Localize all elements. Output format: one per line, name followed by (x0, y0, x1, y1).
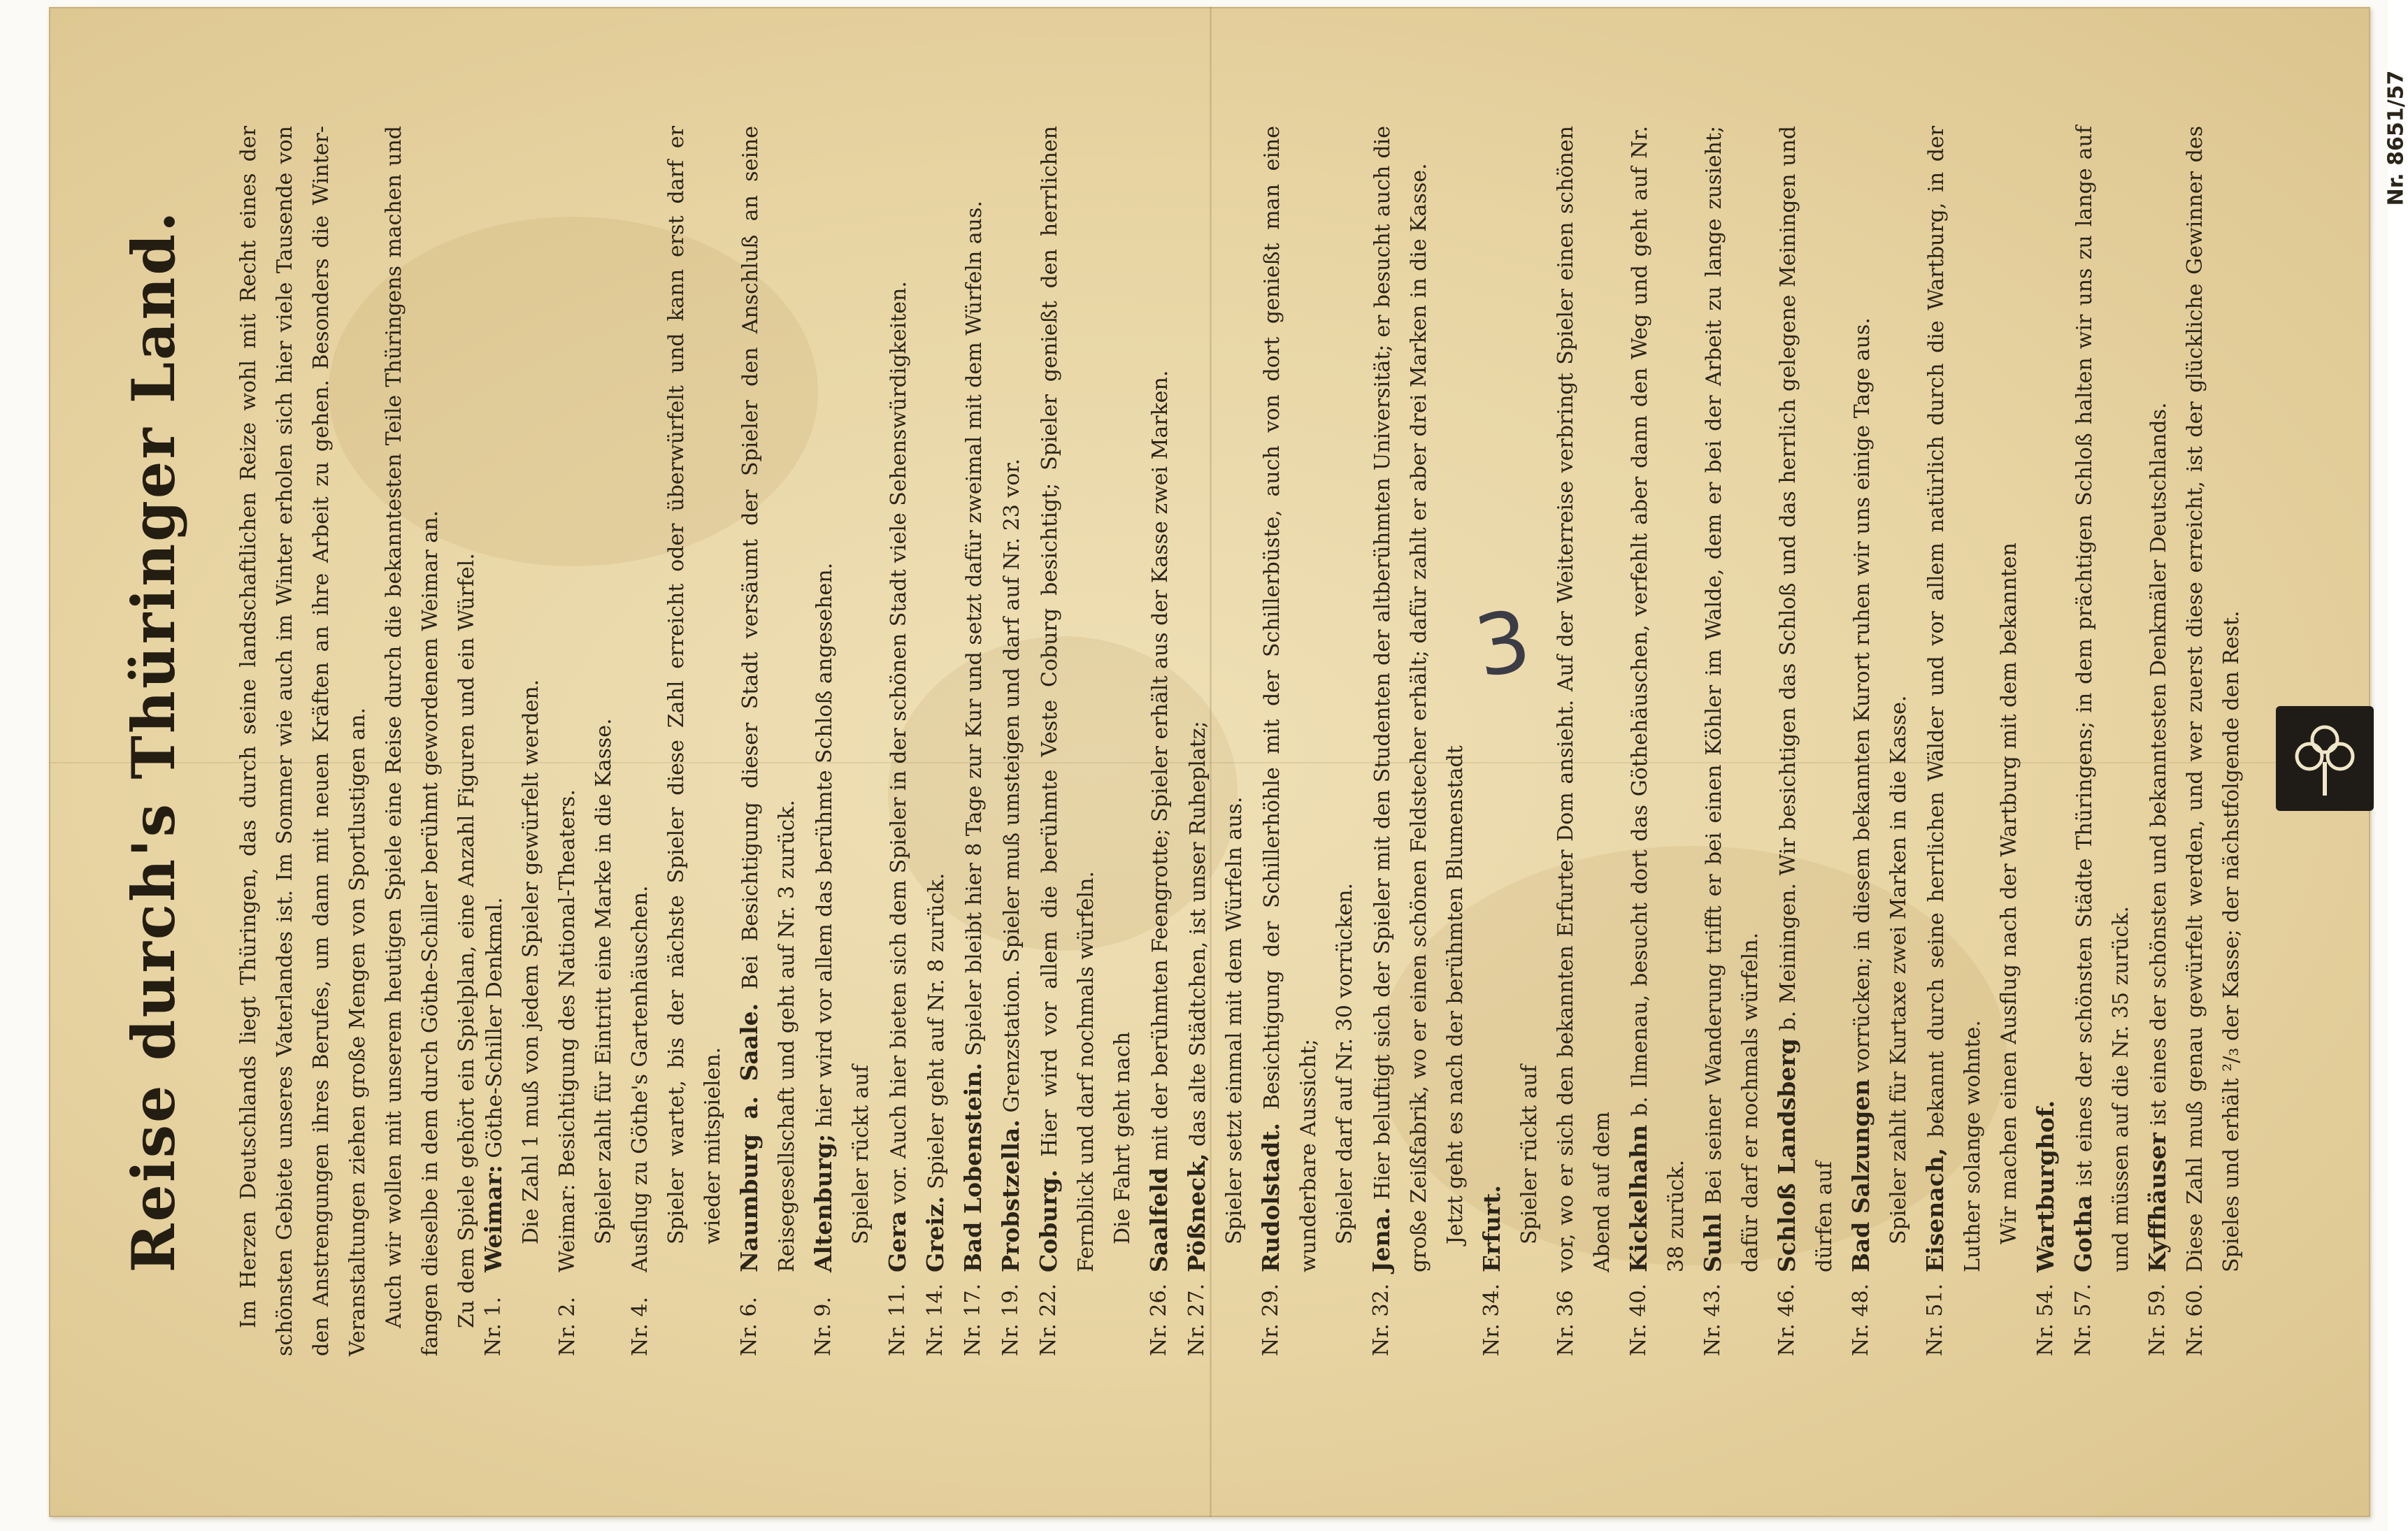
rule-place: Suhl (1699, 1213, 1726, 1272)
rule-text: vor. Auch hier bieten sich dem Spieler in der schönen Stadt viele Sehenswürdigkeiten. (887, 281, 911, 1205)
rule-entry (917, 126, 955, 1356)
rule-entry (550, 126, 622, 1356)
rule-entry (2065, 126, 2140, 1356)
rule-entry (2177, 126, 2250, 1356)
rule-number: Nr. 9. (811, 1297, 836, 1356)
intro-paragraph: Auch wir wollen mit unserem heutigen Spiele eine Reise durch die bekanntesten Teile Thüringens machen und fangen dieselbe in dem durch Göthe-Schiller berühmt gewordenem Weimar an. (382, 126, 443, 1356)
rule-entry (1548, 126, 1621, 1356)
rule-subtext: Die Zahl 1 muß von jedem Spieler gewürfelt werden. (519, 679, 543, 1244)
rule-number: Nr. 29. (1259, 1283, 1283, 1356)
rule-number: Nr. 14. (923, 1283, 947, 1356)
rule-number: Nr. 32. (1369, 1283, 1393, 1356)
rule-subtext: Spieler zahlt für Kurtaxe zwei Marken in die Kasse. (1886, 695, 1911, 1244)
rule-place: Gera (884, 1211, 911, 1272)
rule-entry (1843, 126, 1917, 1356)
rule-entry (993, 126, 1031, 1356)
rule-entry (1363, 126, 1474, 1356)
rule-text: Hier wird vor allem die berühmte Veste Coburg besichtigt; Spieler genießt den herrlichen Fernblick und darf nochmals würfeln. (1038, 126, 1098, 1272)
rule-number: Nr. 1. (481, 1297, 506, 1356)
rule-number: Nr. 27. (1184, 1283, 1209, 1356)
rule-number: Nr. 2. (555, 1297, 580, 1356)
rule-entry (1031, 126, 1141, 1356)
rule-entry (622, 126, 731, 1356)
rule-text: mit der berühmten Feengrotte; Spieler erhält aus der Kasse zwei Marken. (1148, 370, 1173, 1161)
rule-text: Besichtigung der Schillerhöhle mit der Schillerbüste, auch von dort genießt man eine wunderbare Aussicht; (1260, 126, 1321, 1272)
rule-place: Kyffhäuser (2144, 1133, 2171, 1272)
rule-entry (731, 126, 805, 1356)
rule-text: b. Meiningen. Wir besichtigen das Schloß und das herrlich gelegene Meiningen und dürfen auf (1776, 126, 1837, 1272)
rule-text: das alte Städtchen, ist unser Ruheplatz; (1186, 721, 1210, 1147)
rule-subtext: Spieler rückt auf (849, 1065, 873, 1244)
rule-text: Bei seiner Wanderung trifft er bei einen Köhler im Walde, dem er bei der Arbeit zu lange zusieht; dafür darf er nochmals würfeln. (1702, 126, 1763, 1272)
rule-entry (2140, 126, 2177, 1356)
catalog-number: Nr. 8651/57 (2384, 70, 2408, 206)
rule-subtext: Spieler wartet, bis der nächste Spieler diese Zahl erreicht oder überwürfelt und kann erst darf er wieder mitspielen. (664, 126, 725, 1244)
rule-place: Pößneck, (1183, 1153, 1210, 1272)
rule-place: Jena. (1368, 1207, 1395, 1272)
rule-text: Grenzstation. Spieler muß umsteigen und darf auf Nr. 23 vor. (1000, 459, 1024, 1113)
rule-place: Saalfeld (1145, 1167, 1173, 1272)
rule-number: Nr. 43. (1700, 1283, 1725, 1356)
rule-entry (1621, 126, 1695, 1356)
rule-entry (1917, 126, 2028, 1356)
rule-place: Wartburghof. (2032, 1100, 2059, 1272)
rule-number: Nr. 17. (961, 1283, 985, 1356)
rule-text: Ausflug zu Göthe's Gartenhäuschen. (628, 885, 652, 1272)
rule-place: Gotha (2070, 1195, 2097, 1272)
document-content (70, 84, 2265, 1398)
handwritten-mark: 3 (1468, 591, 1538, 697)
rule-subtext: Wir machen einen Ausflug nach der Wartburg mit dem bekannten (1997, 542, 2021, 1244)
rule-subtext: Spieler setzt einmal mit dem Würfeln aus. (1222, 796, 1247, 1244)
clover-icon (2283, 713, 2367, 804)
rule-entry (955, 126, 993, 1356)
rule-text: ist eines der schönsten und bekanntesten Denkmäler Deutschlands. (2147, 402, 2171, 1126)
rule-text: vor, wo er sich den bekannten Erfurter Dom ansieht. Auf der Weiterreise verbringt Spieler einen schönen Abend auf dem (1554, 126, 1614, 1272)
rule-number: Nr. 54. (2033, 1283, 2058, 1356)
rule-text: Weimar: Besichtigung des National-Theaters. (555, 789, 580, 1272)
rule-text: bekannt durch seine herrlichen Wälder und vor allem natürlich durch die Wartburg, in der Luther solange wohnte. (1924, 126, 1985, 1272)
rule-place: Weimar: (480, 1165, 507, 1272)
rule-place: Naumburg a. Saale. (736, 1002, 763, 1272)
rule-number: Nr. 48. (1849, 1283, 1873, 1356)
rule-entry (805, 126, 880, 1356)
rule-text: ist eines der schönsten Städte Thüringens; in dem prächtigen Schloß halten wir uns zu lange auf und müssen auf die Nr. 35 zurück. (2072, 126, 2133, 1272)
rule-text: Göthe-Schiller Denkmal. (482, 897, 507, 1158)
rule-subtext: Die Fahrt geht nach (1110, 1031, 1135, 1244)
rule-entry (1253, 126, 1363, 1356)
rule-entry (1474, 126, 1548, 1356)
rule-entry (2028, 126, 2065, 1356)
rule-number: Nr. 59. (2145, 1283, 2170, 1356)
rule-number: Nr. 4. (628, 1297, 652, 1356)
rule-text: hier wird vor allem das berühmte Schloß angesehen. (812, 562, 837, 1128)
rule-number: Nr. 40. (1626, 1283, 1651, 1356)
rule-text: Bei Besichtigung dieser Stadt versäumt der Spieler den Anschluß an seine Reisegesellschaft und geht auf Nr. 3 zurück. (738, 126, 799, 1272)
rule-text: b. Ilmenau, besucht dort das Göthehäuschen, verfehlt aber dann den Weg und geht auf Nr. 38 zurück. (1628, 125, 1689, 1272)
rule-text: Diese Zahl muß genau gewürfelt werden, und wer zuerst diese erreicht, ist der glückliche Gewinner des Spieles und erhält ²/₃ der Kasse; der nächstfolgende den Rest. (2183, 126, 2244, 1272)
rule-number: Nr. 34. (1479, 1283, 1504, 1356)
rule-number: Nr. 22. (1036, 1283, 1061, 1356)
rule-number: Nr. 60. (2183, 1283, 2207, 1356)
rule-number: Nr. 6. (737, 1297, 761, 1356)
intro-paragraph: Im Herzen Deutschlands liegt Thüringen, das durch seine landschaftlichen Reize wohl mit Recht eines der schönsten Gebiete unseres Vaterlandes ist. Im Sommer wie auch im Winter erholen sich hier viele Tausende von den Anstrengungen ihres Berufes, um dann mit neuen Kräften an ihre Arbeit zu gehen. Besonders die Winter-Veranstaltungen ziehen große Mengen von Sportlustigen an. (236, 126, 370, 1356)
rule-entry (880, 126, 917, 1356)
rule-text: Spieler bleibt hier 8 Tage zur Kur und setzt dafür zweimal mit dem Würfeln aus. (962, 201, 987, 1056)
rule-place: Schloß Landsberg (1773, 1038, 1800, 1272)
rule-number: Nr. 36 (1554, 1290, 1578, 1356)
rule-place: Erfurt. (1478, 1185, 1505, 1272)
rule-place: Bad Lobenstein. (959, 1063, 987, 1272)
rule-entry (475, 126, 550, 1356)
rule-entry (1141, 126, 1179, 1356)
rule-place: Kickelhahn (1625, 1124, 1652, 1272)
game-rules-list (475, 126, 2250, 1356)
rule-place: Coburg. (1035, 1169, 1062, 1272)
rule-place: Altenburg; (810, 1133, 837, 1272)
rule-subtext: Spieler zahlt für Eintritt eine Marke in die Kasse. (592, 718, 616, 1244)
intro-text (231, 126, 485, 1356)
rule-entry (1769, 126, 1843, 1356)
rule-place: Greiz. (922, 1195, 949, 1272)
rule-place: Probstzella. (997, 1119, 1024, 1272)
rule-number: Nr. 57. (2071, 1283, 2095, 1356)
rule-number: Nr. 46. (1775, 1283, 1799, 1356)
rule-place: Rudolstadt. (1257, 1122, 1284, 1272)
rule-entry (1695, 126, 1769, 1356)
rule-number: Nr. 19. (998, 1283, 1023, 1356)
rule-subtext: Spieler darf auf Nr. 30 vorrücken. (1333, 883, 1357, 1244)
rule-subtext: Spieler rückt auf (1517, 1065, 1542, 1244)
rule-number: Nr. 51. (1923, 1283, 1947, 1356)
rule-text: Hier beluftigt sich der Spieler mit den Studenten der altberühmten Universität; er besucht auch die große Zeißfabrik, wo er einen schönen Feldstecher erhält; dafür zahlt er aber drei Marken in die Kasse. (1370, 126, 1431, 1272)
rule-number: Nr. 26. (1147, 1283, 1171, 1356)
rule-place: Eisenach, (1921, 1147, 1949, 1272)
rule-place: Bad Salzungen (1847, 1079, 1875, 1272)
document-title: Reise durch's Thüringer Land. (119, 209, 188, 1273)
rule-text: Spieler geht auf Nr. 8 zurück. (924, 872, 949, 1190)
rule-subtext: Jetzt geht es nach der berühmten Blumenstadt (1443, 745, 1468, 1244)
intro-paragraph: Zu dem Spiele gehört ein Spielplan, eine Anzahl Figuren und ein Würfel. (454, 553, 479, 1328)
klee-logo (2276, 706, 2374, 811)
rule-number: Nr. 11. (885, 1283, 910, 1356)
rule-text: vorrücken; in diesem bekannten Kurort ruhen wir uns einige Tage aus. (1850, 317, 1875, 1073)
rule-entry (1179, 126, 1253, 1356)
